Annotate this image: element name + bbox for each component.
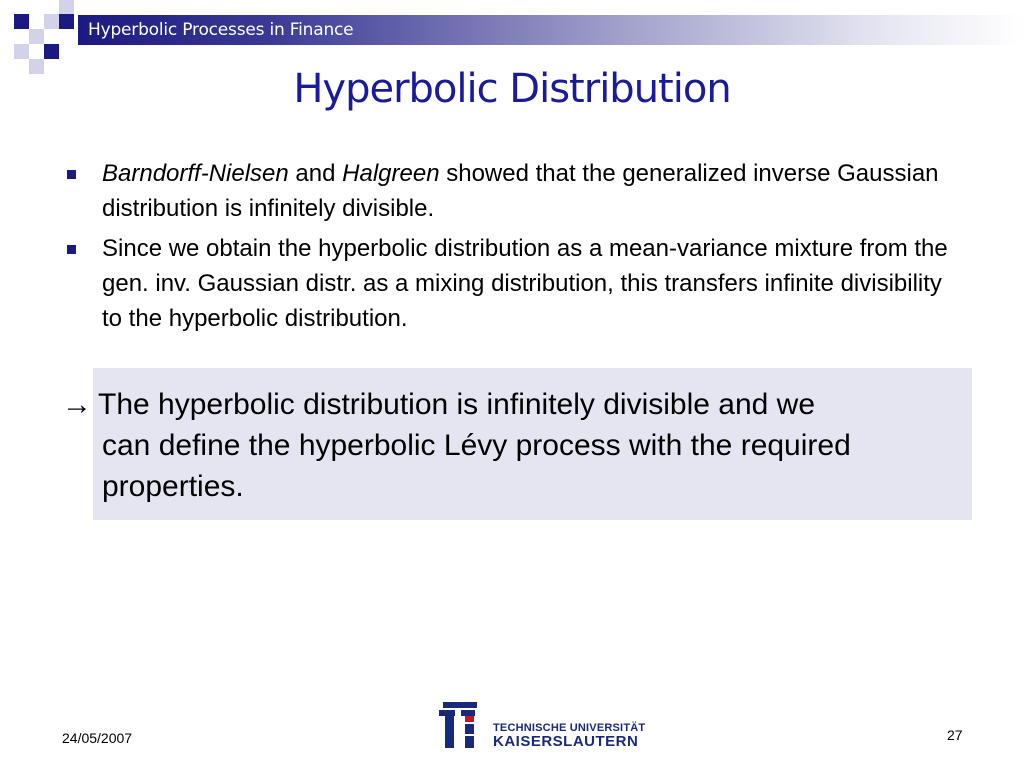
footer-date: 24/05/2007 <box>62 730 133 746</box>
corner-square <box>14 14 29 29</box>
slide-title: Hyperbolic Distribution <box>293 66 731 112</box>
author-name: Halgreen <box>342 160 440 187</box>
conclusion-line: can define the hyperbolic Lévy process with the required properties. <box>102 429 851 503</box>
logo-city: KAISERSLAUTERN <box>493 733 639 750</box>
conclusion-text <box>62 384 967 507</box>
header-title: Hyperbolic Processes in Finance <box>88 20 354 40</box>
corner-square <box>14 44 29 59</box>
bullet-item <box>62 231 962 336</box>
square-bullet-icon <box>67 170 76 179</box>
corner-square <box>59 0 74 15</box>
square-bullet-icon <box>67 245 76 254</box>
bullet-text: showed that the generalized inverse Gaussian distribution is infinitely divisible. <box>102 160 939 222</box>
corner-square <box>29 29 44 44</box>
conclusion-line: The hyperbolic distribution is infinitely divisible and we <box>98 388 816 421</box>
logo-university: TECHNISCHE UNIVERSITÄT <box>493 722 646 734</box>
author-name: Barndorff-Nielsen <box>102 160 289 187</box>
corner-square <box>44 14 59 29</box>
tu-logo-icon <box>437 700 489 750</box>
corner-square <box>44 44 59 59</box>
logo-wordmark <box>493 722 645 750</box>
university-logo <box>437 700 646 752</box>
bullet-item <box>62 156 962 226</box>
arrow-right-icon: → <box>62 388 92 421</box>
bullet-text: and <box>288 160 343 187</box>
bullet-text: Since we obtain the hyperbolic distribution as a mean-variance mixture from the gen. inv. Gaussian distr. as a mixing distribution, this transfers infinite divisibility to the hyperbolic distribution. <box>102 235 948 332</box>
corner-square <box>59 14 74 29</box>
page-number: 27 <box>947 727 963 743</box>
bullet-list <box>62 156 962 341</box>
